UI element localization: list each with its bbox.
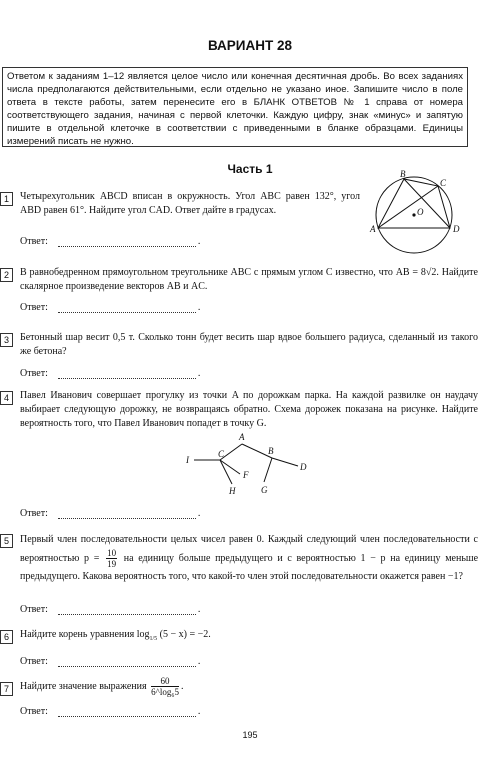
center-point [412,213,415,216]
task-4-number: 4 [0,391,13,405]
task-3-answer: Ответ: . [20,368,201,379]
graph-label-a: A [239,432,245,442]
page-title: ВАРИАНТ 28 [207,38,293,53]
graph-label-c: C [218,449,225,459]
task-1-text: Четырехугольник ABCD вписан в окружность. Угол ABC равен 132°, угол ABD равен 61°. Найдите угол CAD. Ответ дайте в градусах. [20,191,360,216]
path-graph [180,428,320,504]
graph-label-b: B [268,446,274,456]
graph-label-g: G [261,485,268,495]
graph-label-i: I [186,455,189,465]
task-5-text: Первый член последовательности целых чисел равен 0. Каждый следующий член последовательности с вероятностью p = $\frac{10}{19}$ на единицу больше предыдущего и с вероятностью 1 − p на единицу меньше предыдущего. Какова вероятность того, что какой-то член этой последовательности окажется равен −1? [20,534,479,582]
answer-label: Ответ: [20,236,48,247]
answer-field[interactable] [58,706,196,717]
task-1-number: 1 [0,192,13,206]
circle-figure [362,168,500,268]
label-d: D [453,224,460,234]
task-6-number: 6 [0,630,13,644]
label-a: A [370,224,376,234]
graph-label-h: H [229,486,236,496]
task-7-answer: Ответ: . [20,706,201,717]
task-7-text: Найдите значение выражения $\frac{60}{\text{6\textasciicircum{}log₆5}}$ . [20,676,184,697]
task-2-answer: Ответ: . [20,302,201,313]
answer-field[interactable] [58,368,196,379]
task-6-text: Найдите корень уравнения $\log_{1/5} (5 - x) = -2$. [20,629,211,642]
answer-field[interactable] [58,302,196,313]
log-expression: $\log_{1/5}$ [136,629,158,642]
task-1-answer: Ответ: . [20,236,201,247]
task-6-answer: Ответ: . [20,656,201,667]
label-b: B [400,169,406,179]
answer-field[interactable] [58,236,196,247]
task-4-answer: Ответ: . [20,508,201,519]
answer-field[interactable] [58,508,196,519]
task-5-answer: Ответ: . [20,604,201,615]
label-o: O [417,207,424,217]
task-2-number: 2 [0,268,13,282]
task-2-text: В равнобедренном прямоугольном треугольнике ABC с прямым углом C известно, что AB = 8√2. Найдите скалярное произведение векторов AB и AC. [20,267,478,292]
label-c: C [440,178,447,188]
graph-label-f: F [243,470,249,480]
diagonal-ac [378,186,438,228]
page-number: 195 [242,730,258,740]
task-3-number: 3 [0,333,13,347]
graph-label-d: D [300,462,307,472]
task-3-text: Бетонный шар весит 0,5 т. Сколько тонн будет весить шар вдвое большего радиуса, сделанный из такого же бетона? [20,332,478,357]
probability-fraction: $\frac{10}{19}$ [107,548,117,569]
task-7-number: 7 [0,682,13,696]
part-title: Часть 1 [227,162,273,176]
expression-fraction: $\frac{60}{\text{6\textasciicircum{}log₆5}}$ [151,676,179,697]
task-4-text: Павел Иванович совершает прогулку из точки A по дорожкам парка. На каждой развилке он наудачу выбирает следующую дорожку, не возвращаясь обратно. Схема дорожек показана на рисунке. Найдите вероятность того, что Павел Иванович попадет в точку G. [20,390,478,429]
instructions-box: Ответом к заданиям 1–12 является целое число или конечная десятичная дробь. Во всех заданиях числа предполагаются действительными, если отдельно не указано иное. Запишите число в поле ответа в тексте работы, затем перенесите его в БЛАНК ОТВЕТОВ № 1 справа от номера соответствующего задания, начиная с первой клеточки. Каждую цифру, знак «минус» и запятую пишите в отдельной клеточке в соответствии с приведенными в бланке образцами. Единицы измерений писать не нужно. [2,67,468,147]
answer-field[interactable] [58,604,196,615]
task-5-number: 5 [0,534,13,548]
answer-field[interactable] [58,656,196,667]
